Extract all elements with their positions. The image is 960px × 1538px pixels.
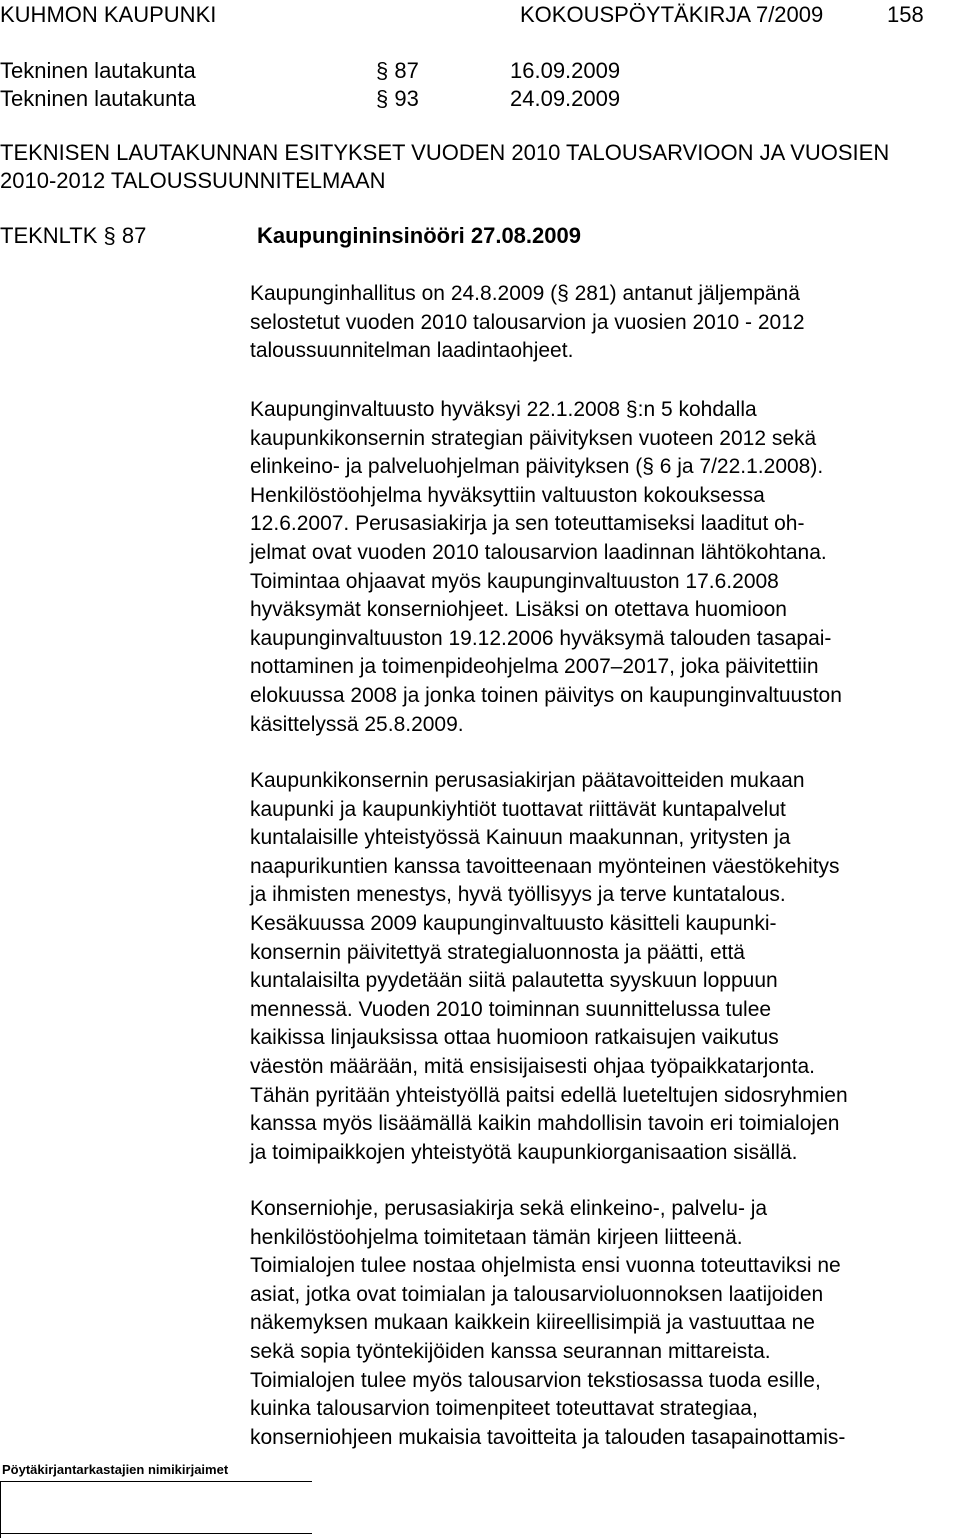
paragraph-line: Toimialojen tulee nostaa ohjelmista ensi vuonna toteuttaviksi ne (250, 1254, 841, 1278)
paragraph-line: nottaminen ja toimenpideohjelma 2007–2017, joka päivitettiin (250, 655, 819, 679)
paragraph-line: väestön määrään, mitä ensisijaisesti ohjaa työpaikkatarjonta. (250, 1054, 815, 1078)
paragraph-line: henkilöstöohjelma toimitetaan tämän kirjeen liitteenä. (250, 1225, 743, 1249)
paragraph-line: kaikissa linjauksissa ottaa huomioon ratkaisujen vaikutus (250, 1026, 779, 1050)
meeting-board: Tekninen lautakunta (0, 58, 196, 83)
paragraph-line: jelmat ovat vuoden 2010 talousarvion laadinnan lähtökohtana. (250, 540, 827, 564)
meeting-section: § 87 (376, 58, 419, 83)
paragraph-line: mennessä. Vuoden 2010 toiminnan suunnittelussa tulee (250, 997, 772, 1021)
meeting-section: § 93 (376, 86, 419, 111)
paragraph-attachments (250, 1195, 845, 1452)
paragraph-line: kuntalaisille yhteistyössä Kainuun maakunnan, yritysten ja (250, 826, 791, 850)
paragraph-guidelines (250, 280, 805, 366)
paragraph-line: kanssa myös lisäämällä kaikin mahdollisin tavoin eri toimialojen (250, 1112, 840, 1136)
paragraph-line: naapurikuntien kanssa tavoitteenaan myönteinen väestökehitys (250, 854, 840, 878)
paragraph-line: kuntalaisilta pyydetään siitä palautetta syyskuun loppuun (250, 969, 778, 993)
paragraph-line: Kaupunginvaltuusto hyväksyi 22.1.2008 §:n 5 kohdalla (250, 398, 757, 421)
paragraph-line: Konserniohje, perusasiakirja sekä elinkeino-, palvelu- ja (250, 1197, 768, 1220)
municipality-name: KUHMON KAUPUNKI (0, 2, 217, 27)
paragraph-line: kaupunkikonsernin strategian päivityksen vuoteen 2012 sekä (250, 426, 817, 450)
meeting-date: 24.09.2009 (510, 86, 621, 111)
paragraph-line: elinkeino- ja palveluohjelman päivityksen (§ 6 ja 7/22.1.2008). (250, 455, 824, 479)
paragraph-line: Henkilöstöohjelma hyväksyttiin valtuuston kokouksessa (250, 483, 765, 507)
paragraph-line: ja toimipaikkojen yhteistyötä kaupunkiorganisaation sisällä. (250, 1140, 798, 1164)
signature-box-bottom (0, 1533, 312, 1534)
signature-box-left (0, 1481, 1, 1538)
paragraph-line: konserniohjeen mukaisia tavoitteita ja talouden tasapainottamis- (250, 1425, 846, 1449)
paragraph-strategy (250, 396, 842, 739)
paragraph-line: kuinka talousarvion toimenpiteet toteuttavat strategiaa, (250, 1397, 758, 1421)
paragraph-line: käsittelyssä 25.8.2009. (250, 712, 464, 736)
paragraph-objectives (250, 767, 848, 1167)
paragraph-line: kaupunginvaltuuston 19.12.2006 hyväksymä talouden tasapai- (250, 626, 832, 650)
paragraph-line: hyväksymät konserniohjeet. Lisäksi on otettava huomioon (250, 598, 787, 622)
paragraph-line: Kesäkuussa 2009 kaupunginvaltuusto käsitteli kaupunki- (250, 911, 777, 935)
item-code: TEKNLTK § 87 (0, 223, 147, 248)
item-presenter: Kaupungininsinööri 27.08.2009 (257, 223, 581, 248)
paragraph-line: konsernin päivitettyä strategialuonnosta ja päätti, että (250, 940, 745, 964)
paragraph-line: näkemyksen mukaan kaikkein kiireellisimpiä ja vastuuttaa ne (250, 1311, 815, 1335)
paragraph-line: kaupunki ja kaupunkiyhtiöt tuottavat riittävät kuntapalvelut (250, 797, 786, 821)
agenda-title-line-1: TEKNISEN LAUTAKUNNAN ESITYKSET VUODEN 2010 TALOUSARVIOON JA VUOSIEN (0, 140, 890, 165)
agenda-title-line-2: 2010-2012 TALOUSSUUNNITELMAAN (0, 168, 386, 193)
paragraph-line: Kaupunkikonsernin perusasiakirjan päätavoitteiden mukaan (250, 769, 805, 792)
paragraph-line: Toimialojen tulee myös talousarvion tekstiosassa tuoda esille, (250, 1368, 821, 1392)
meeting-board: Tekninen lautakunta (0, 86, 196, 111)
page-number: 158 (887, 2, 924, 27)
paragraph-line: Tähän pyritään yhteistyöllä paitsi edellä lueteltujen sidosryhmien (250, 1083, 848, 1107)
paragraph-line: ja ihmisten menestys, hyvä työllisyys ja terve kuntatalous. (250, 883, 786, 907)
paragraph-line: 12.6.2007. Perusasiakirja ja sen toteuttamiseksi laaditut oh- (250, 512, 805, 536)
paragraph-line: taloussuunnitelman laadintaohjeet. (250, 339, 574, 363)
paragraph-line: asiat, jotka ovat toimialan ja talousarvioluonnoksen laatijoiden (250, 1282, 824, 1306)
paragraph-line: Kaupunginhallitus on 24.8.2009 (§ 281) antanut jäljempänä (250, 282, 800, 305)
signature-box-top (0, 1481, 312, 1482)
paragraph-line: elokuussa 2008 ja jonka toinen päivitys on kaupunginvaltuuston (250, 683, 842, 707)
paragraph-line: selostetut vuoden 2010 talousarvion ja vuosien 2010 - 2012 (250, 310, 805, 334)
paragraph-line: sekä sopia työntekijöiden kanssa seurannan mittareista. (250, 1339, 771, 1363)
meeting-date: 16.09.2009 (510, 58, 621, 83)
document-title: KOKOUSPÖYTÄKIRJA 7/2009 (520, 2, 824, 27)
paragraph-line: Toimintaa ohjaavat myös kaupunginvaltuuston 17.6.2008 (250, 569, 779, 593)
signature-label: Pöytäkirjantarkastajien nimikirjaimet (2, 1462, 229, 1477)
